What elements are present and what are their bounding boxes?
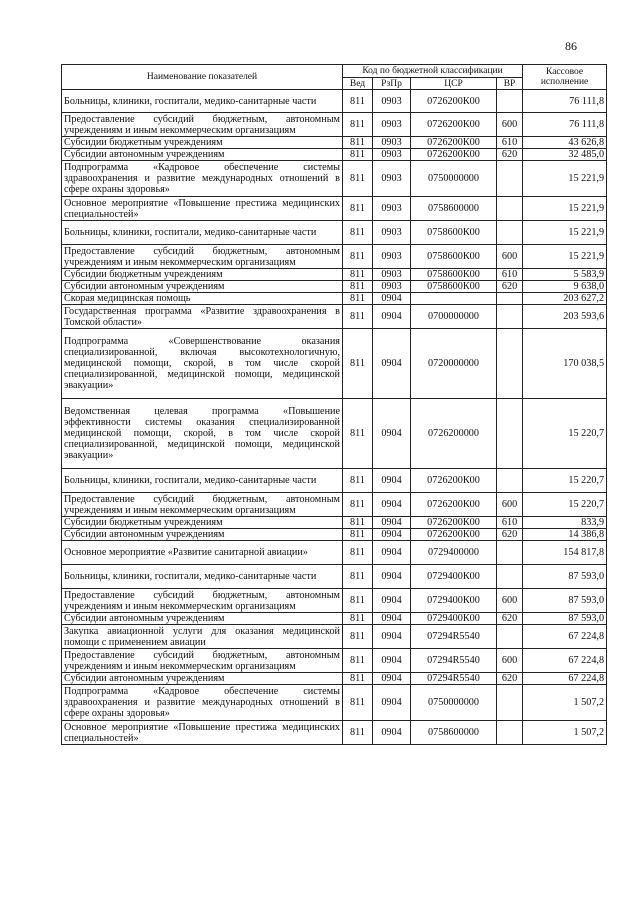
- row-vr: [497, 469, 523, 493]
- row-ved: 811: [343, 529, 373, 541]
- row-rzpr: 0903: [373, 269, 411, 281]
- row-name: Основное мероприятие «Повышение престижа медицинских специальностей»: [62, 197, 343, 221]
- row-csr: 07294R5540: [411, 649, 497, 673]
- row-amount: 87 593,0: [523, 589, 607, 613]
- row-ved: 811: [343, 721, 373, 745]
- row-amount: 15 221,9: [523, 161, 607, 197]
- row-rzpr: 0904: [373, 529, 411, 541]
- row-vr: [497, 161, 523, 197]
- row-name: Подпрограмма «Совершенствование оказания специализированной, включая высокотехнологичную, медицинской помощи, скорой, в том числе скорой специализированной, медицинской помощи, медицинской эвакуации»: [62, 329, 343, 399]
- row-name: Подпрограмма «Кадровое обеспечение системы здравоохранения и развитие международных отношений в сфере охраны здоровья»: [62, 161, 343, 197]
- row-ved: 811: [343, 149, 373, 161]
- row-rzpr: 0904: [373, 329, 411, 399]
- row-amount: 15 221,9: [523, 197, 607, 221]
- row-name: Субсидии автономным учреждениям: [62, 281, 343, 293]
- row-ved: 811: [343, 137, 373, 149]
- row-csr: 07294R5540: [411, 673, 497, 685]
- row-ved: 811: [343, 541, 373, 565]
- row-amount: 154 817,8: [523, 541, 607, 565]
- row-vr: 600: [497, 589, 523, 613]
- row-name: Подпрограмма «Кадровое обеспечение системы здравоохранения и развитие международных отношений в сфере охраны здоровья»: [62, 685, 343, 721]
- table-row: [62, 245, 607, 269]
- row-vr: [497, 721, 523, 745]
- row-ved: 811: [343, 589, 373, 613]
- table-row: [62, 329, 607, 399]
- row-amount: 32 485,0: [523, 149, 607, 161]
- table-row: [62, 517, 607, 529]
- row-name: Субсидии автономным учреждениям: [62, 673, 343, 685]
- row-ved: 811: [343, 565, 373, 589]
- table-row: [62, 541, 607, 565]
- row-amount: 67 224,8: [523, 625, 607, 649]
- row-rzpr: 0903: [373, 281, 411, 293]
- row-amount: 1 507,2: [523, 685, 607, 721]
- row-vr: [497, 293, 523, 305]
- row-ved: 811: [343, 281, 373, 293]
- row-rzpr: 0903: [373, 221, 411, 245]
- row-name: Субсидии автономным учреждениям: [62, 149, 343, 161]
- table-row: [62, 221, 607, 245]
- header-vr: ВР: [497, 78, 523, 90]
- row-amount: 203 627,2: [523, 293, 607, 305]
- row-ved: 811: [343, 161, 373, 197]
- table-header: [62, 65, 607, 90]
- row-csr: 0726200К00: [411, 137, 497, 149]
- row-csr: 0729400000: [411, 541, 497, 565]
- table-row: [62, 613, 607, 625]
- row-rzpr: 0904: [373, 685, 411, 721]
- row-csr: 0729400К00: [411, 565, 497, 589]
- row-vr: 620: [497, 613, 523, 625]
- row-ved: 811: [343, 245, 373, 269]
- row-name: Больницы, клиники, госпитали, медико-санитарные части: [62, 221, 343, 245]
- table-row: [62, 673, 607, 685]
- row-rzpr: 0904: [373, 565, 411, 589]
- row-vr: [497, 399, 523, 469]
- row-name: Предоставление субсидий бюджетным, автономным учреждениям и иным некоммерческим организациям: [62, 649, 343, 673]
- row-name: Предоставление субсидий бюджетным, автономным учреждениям и иным некоммерческим организациям: [62, 113, 343, 137]
- row-csr: 0758600000: [411, 197, 497, 221]
- row-amount: 67 224,8: [523, 673, 607, 685]
- row-ved: 811: [343, 113, 373, 137]
- header-name: Наименование показателей: [62, 65, 343, 90]
- row-rzpr: 0903: [373, 90, 411, 113]
- row-rzpr: 0903: [373, 149, 411, 161]
- row-csr: 0720000000: [411, 329, 497, 399]
- row-csr: 0726200К00: [411, 517, 497, 529]
- table-row: [62, 589, 607, 613]
- row-vr: [497, 685, 523, 721]
- row-vr: [497, 329, 523, 399]
- row-rzpr: 0904: [373, 493, 411, 517]
- row-csr: 0750000000: [411, 685, 497, 721]
- row-name: Закупка авиационной услуги для оказания медицинской помощи с применением авиации: [62, 625, 343, 649]
- row-ved: 811: [343, 469, 373, 493]
- row-vr: 600: [497, 649, 523, 673]
- row-rzpr: 0904: [373, 541, 411, 565]
- table-row: [62, 293, 607, 305]
- row-name: Основное мероприятие «Повышение престижа медицинских специальностей»: [62, 721, 343, 745]
- row-rzpr: 0904: [373, 517, 411, 529]
- header-code-group: Код по бюджетной классификации: [343, 65, 523, 78]
- row-amount: 15 220,7: [523, 493, 607, 517]
- row-vr: 600: [497, 245, 523, 269]
- row-amount: 67 224,8: [523, 649, 607, 673]
- row-ved: 811: [343, 329, 373, 399]
- row-vr: 600: [497, 113, 523, 137]
- row-amount: 1 507,2: [523, 721, 607, 745]
- table-row: [62, 161, 607, 197]
- table-row: [62, 649, 607, 673]
- row-amount: 87 593,0: [523, 613, 607, 625]
- row-amount: 203 593,6: [523, 305, 607, 329]
- row-csr: 0758600К00: [411, 245, 497, 269]
- row-ved: 811: [343, 293, 373, 305]
- row-ved: 811: [343, 625, 373, 649]
- row-vr: 620: [497, 149, 523, 161]
- table-row: [62, 469, 607, 493]
- row-ved: 811: [343, 613, 373, 625]
- row-ved: 811: [343, 399, 373, 469]
- row-ved: 811: [343, 305, 373, 329]
- row-vr: [497, 90, 523, 113]
- table-row: [62, 281, 607, 293]
- row-ved: 811: [343, 673, 373, 685]
- row-name: Государственная программа «Развитие здравоохранения в Томской области»: [62, 305, 343, 329]
- row-vr: 610: [497, 269, 523, 281]
- row-rzpr: 0903: [373, 197, 411, 221]
- row-ved: 811: [343, 517, 373, 529]
- row-vr: [497, 565, 523, 589]
- row-vr: [497, 625, 523, 649]
- row-vr: 620: [497, 281, 523, 293]
- row-name: Больницы, клиники, госпитали, медико-санитарные части: [62, 469, 343, 493]
- row-amount: 5 583,9: [523, 269, 607, 281]
- row-name: Предоставление субсидий бюджетным, автономным учреждениям и иным некоммерческим организациям: [62, 493, 343, 517]
- row-rzpr: 0903: [373, 113, 411, 137]
- table-row: [62, 149, 607, 161]
- row-rzpr: 0903: [373, 245, 411, 269]
- table-row: [62, 399, 607, 469]
- row-name: Больницы, клиники, госпитали, медико-санитарные части: [62, 90, 343, 113]
- row-amount: 76 111,8: [523, 90, 607, 113]
- row-rzpr: 0903: [373, 137, 411, 149]
- row-ved: 811: [343, 269, 373, 281]
- row-csr: 0726200К00: [411, 113, 497, 137]
- row-amount: 15 221,9: [523, 245, 607, 269]
- table-row: [62, 137, 607, 149]
- table-body: [62, 90, 607, 745]
- row-amount: 87 593,0: [523, 565, 607, 589]
- row-name: Субсидии автономным учреждениям: [62, 613, 343, 625]
- row-name: Основное мероприятие «Развитие санитарной авиации»: [62, 541, 343, 565]
- row-amount: 15 221,9: [523, 221, 607, 245]
- table-row: [62, 113, 607, 137]
- row-ved: 811: [343, 90, 373, 113]
- table-row: [62, 90, 607, 113]
- row-vr: 600: [497, 493, 523, 517]
- row-csr: 0729400К00: [411, 589, 497, 613]
- row-name: Предоставление субсидий бюджетным, автономным учреждениям и иным некоммерческим организациям: [62, 589, 343, 613]
- row-vr: [497, 221, 523, 245]
- budget-table: [61, 64, 607, 745]
- row-csr: 0758600000: [411, 721, 497, 745]
- page-number: 86: [565, 39, 577, 53]
- row-ved: 811: [343, 685, 373, 721]
- row-csr: 0700000000: [411, 305, 497, 329]
- row-amount: 9 638,0: [523, 281, 607, 293]
- row-name: Субсидии автономным учреждениям: [62, 529, 343, 541]
- row-rzpr: 0904: [373, 305, 411, 329]
- row-name: Предоставление субсидий бюджетным, автономным учреждениям и иным некоммерческим организациям: [62, 245, 343, 269]
- row-rzpr: 0904: [373, 399, 411, 469]
- row-ved: 811: [343, 493, 373, 517]
- row-name: Больницы, клиники, госпитали, медико-санитарные части: [62, 565, 343, 589]
- row-rzpr: 0904: [373, 721, 411, 745]
- row-vr: [497, 305, 523, 329]
- table-row: [62, 529, 607, 541]
- table-row: [62, 197, 607, 221]
- row-rzpr: 0904: [373, 625, 411, 649]
- table-row: [62, 493, 607, 517]
- row-name: Субсидии бюджетным учреждениям: [62, 517, 343, 529]
- row-vr: [497, 197, 523, 221]
- header-csr: ЦСР: [411, 78, 497, 90]
- row-csr: 0750000000: [411, 161, 497, 197]
- row-csr: 0758600К00: [411, 281, 497, 293]
- table-row: [62, 721, 607, 745]
- header-ved: Вед: [343, 78, 373, 90]
- table-row: [62, 269, 607, 281]
- row-rzpr: 0904: [373, 673, 411, 685]
- row-csr: 0726200К00: [411, 469, 497, 493]
- row-csr: 0729400К00: [411, 613, 497, 625]
- row-amount: 43 626,8: [523, 137, 607, 149]
- row-name: Субсидии бюджетным учреждениям: [62, 137, 343, 149]
- row-name: Субсидии бюджетным учреждениям: [62, 269, 343, 281]
- row-rzpr: 0904: [373, 613, 411, 625]
- row-ved: 811: [343, 197, 373, 221]
- row-name: Ведомственная целевая программа «Повышение эффективности системы оказания специализированной медицинской помощи, скорой, в том числе скорой специализированной, медицинской помощи, медицинской эвакуации»: [62, 399, 343, 469]
- row-rzpr: 0904: [373, 649, 411, 673]
- header-amount: Кассовое исполнение: [523, 65, 607, 90]
- row-vr: 610: [497, 517, 523, 529]
- table-row: [62, 565, 607, 589]
- row-name: Скорая медицинская помощь: [62, 293, 343, 305]
- row-amount: 76 111,8: [523, 113, 607, 137]
- row-csr: 0726200К00: [411, 493, 497, 517]
- row-rzpr: 0904: [373, 469, 411, 493]
- row-csr: 0726200К00: [411, 90, 497, 113]
- row-csr: 0726200К00: [411, 149, 497, 161]
- row-csr: 0758600К00: [411, 221, 497, 245]
- row-amount: 170 038,5: [523, 329, 607, 399]
- row-csr: 0758600К00: [411, 269, 497, 281]
- row-csr: [411, 293, 497, 305]
- row-amount: 833,9: [523, 517, 607, 529]
- row-vr: 610: [497, 137, 523, 149]
- row-rzpr: 0903: [373, 161, 411, 197]
- table-row: [62, 685, 607, 721]
- row-csr: 0726200К00: [411, 529, 497, 541]
- row-ved: 811: [343, 649, 373, 673]
- table-row: [62, 625, 607, 649]
- row-ved: 811: [343, 221, 373, 245]
- row-vr: 620: [497, 673, 523, 685]
- row-csr: 07294R5540: [411, 625, 497, 649]
- row-amount: 15 220,7: [523, 399, 607, 469]
- row-amount: 14 386,8: [523, 529, 607, 541]
- row-amount: 15 220,7: [523, 469, 607, 493]
- row-vr: 620: [497, 529, 523, 541]
- header-rzpr: РзПр: [373, 78, 411, 90]
- row-vr: [497, 541, 523, 565]
- table-row: [62, 305, 607, 329]
- row-csr: 0726200000: [411, 399, 497, 469]
- row-rzpr: 0904: [373, 589, 411, 613]
- row-rzpr: 0904: [373, 293, 411, 305]
